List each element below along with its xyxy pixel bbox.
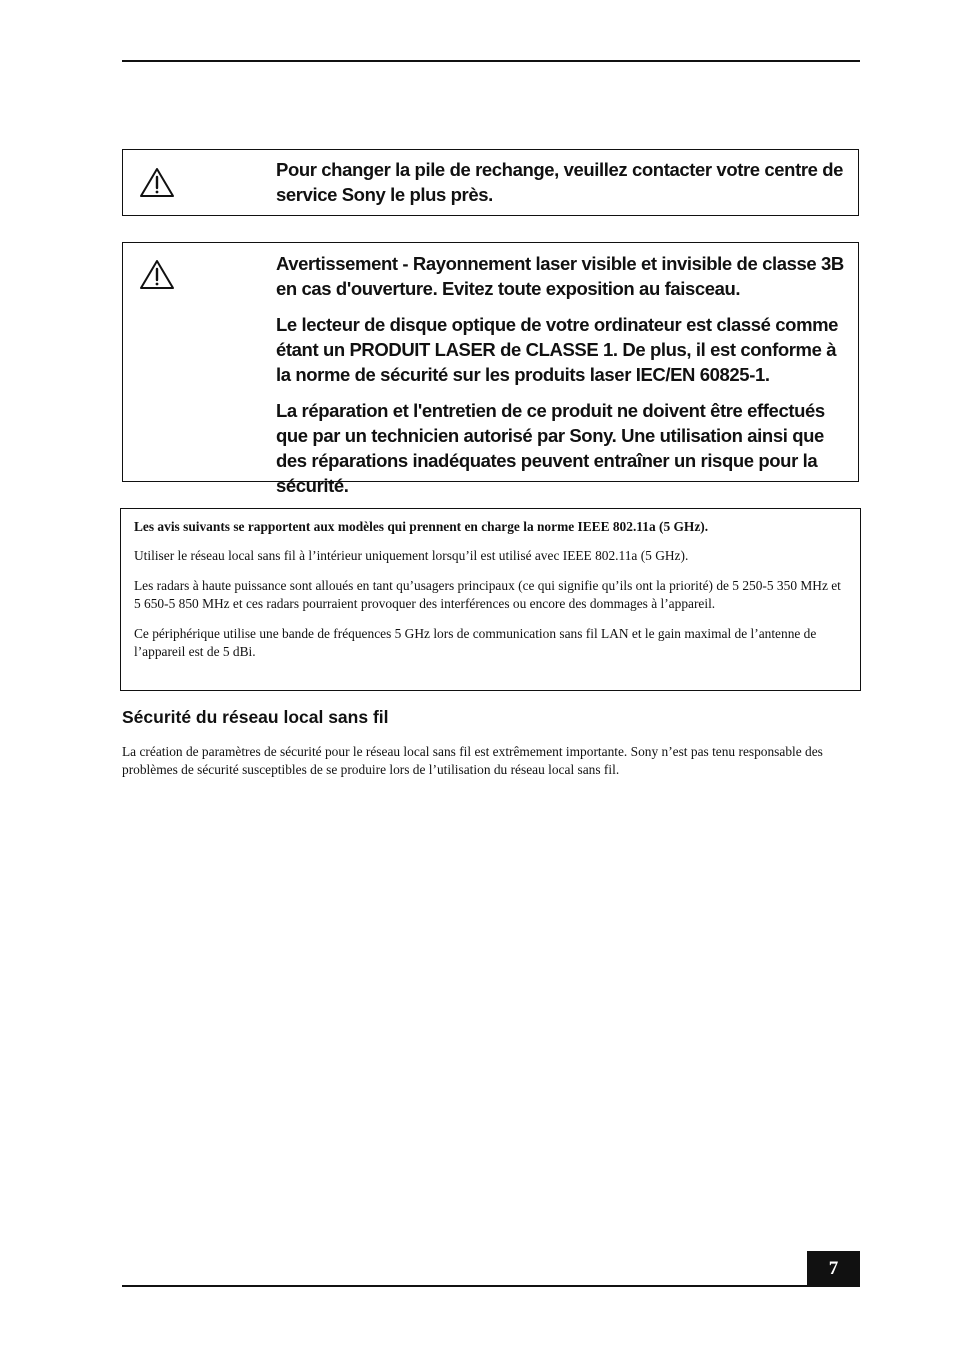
notice-heading: Les avis suivants se rapportent aux modèles qui prennent en charge la norme IEEE 802.11a (5 GHz). [134, 519, 709, 534]
battery-warning-text [276, 157, 852, 218]
notice-paragraph: Ce périphérique utilise une bande de fréquences 5 GHz lors de communication sans fil LAN et le gain maximal de l’antenne de l’appareil est de 5 dBi. [134, 626, 817, 659]
section-title: Sécurité du réseau local sans fil [122, 707, 389, 727]
laser-warning-text [276, 251, 852, 509]
header-rule [122, 60, 860, 62]
page-number: 7 [807, 1251, 860, 1287]
wireless-notice-box [120, 508, 861, 691]
warning-paragraph: Le lecteur de disque optique de votre ordinateur est classé comme étant un PRODUIT LASER de CLASSE 1. De plus, il est conforme à la norme de sécurité sur les produits laser IEC/EN 60825-1. [276, 314, 839, 385]
warning-triangle-icon [139, 167, 175, 199]
warning-paragraph: La réparation et l'entretien de ce produit ne doivent être effectués que par un technicien autorisé par Sony. Une utilisation ainsi que des réparations inadéquates peuvent entraîner un risque pour la sécurité. [276, 400, 825, 496]
laser-warning-box [122, 242, 859, 496]
battery-warning-box [122, 149, 859, 216]
notice-paragraph: Les radars à haute puissance sont alloués en tant qu’usagers principaux (ce qui signifie qu’ils ont la priorité) de 5 250-5 350 MHz et 5 650-5 850 MHz et ces radars pourraient provoquer des interférences ou encore des dommages à l’appareil. [134, 578, 841, 611]
warning-paragraph: Avertissement - Rayonnement laser visible et invisible de classe 3B en cas d'ouverture. Evitez toute exposition au faisceau. [276, 253, 844, 299]
footer-rule [122, 1285, 860, 1287]
notice-paragraph: Utiliser le réseau local sans fil à l’intérieur uniquement lorsqu’il est utilisé avec IEEE 802.11a (5 GHz). [134, 548, 689, 563]
warning-triangle-icon [139, 259, 175, 291]
section-body: La création de paramètres de sécurité pour le réseau local sans fil est extrêmement importante. Sony n’est pas tenu responsable des problèmes de sécurité susceptibles de se produire lors de l’utilisation du réseau local sans fil. [122, 744, 823, 777]
warning-paragraph: Pour changer la pile de rechange, veuillez contacter votre centre de service Sony le plus près. [276, 159, 844, 205]
